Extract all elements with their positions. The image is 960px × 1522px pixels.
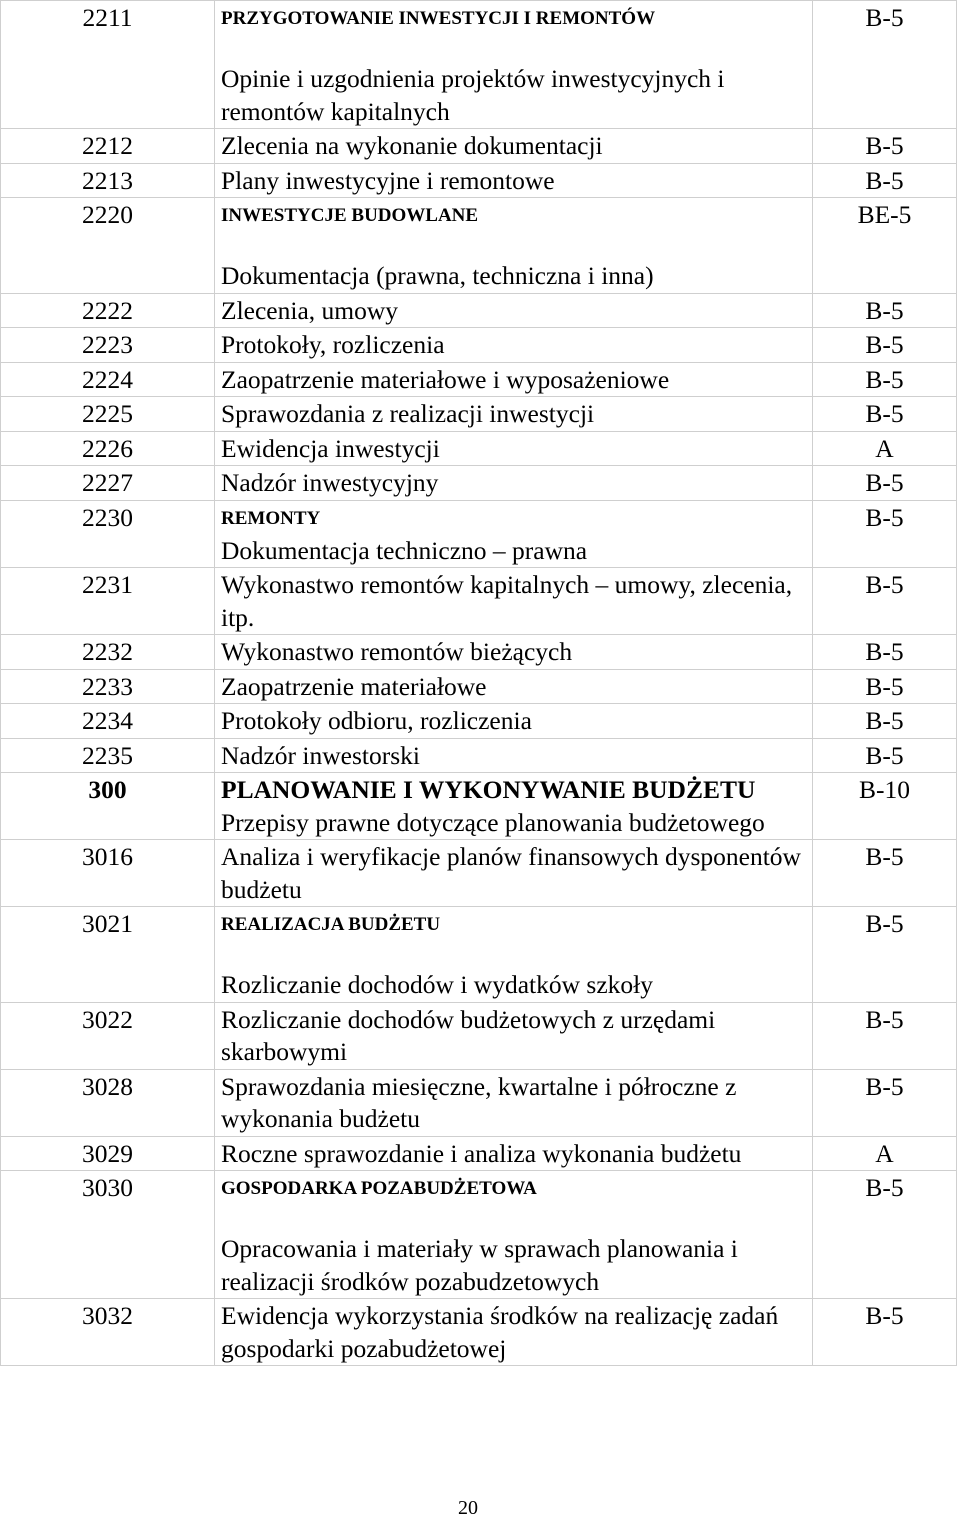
row-code: 2212 xyxy=(1,129,215,164)
row-description xyxy=(215,328,813,363)
table-row xyxy=(1,704,957,739)
row-description xyxy=(215,163,813,198)
row-category: B-5 xyxy=(813,840,957,907)
section-heading: PRZYGOTOWANIE INWESTYCJI I REMONTÓW xyxy=(221,8,656,29)
row-text: Przepisy prawne dotyczące planowania budżetowego xyxy=(221,807,765,837)
row-code: 2222 xyxy=(1,293,215,328)
row-text: Plany inwestycyjne i remontowe xyxy=(221,165,555,195)
row-text: Zaopatrzenie materiałowe xyxy=(221,671,487,701)
row-code: 2220 xyxy=(1,198,215,294)
section-heading: GOSPODARKA POZABUDŻETOWA xyxy=(221,1178,537,1199)
table-row xyxy=(1,840,957,907)
table-row xyxy=(1,669,957,704)
row-category: BE-5 xyxy=(813,198,957,294)
row-description xyxy=(215,568,813,635)
table-row xyxy=(1,431,957,466)
row-description xyxy=(215,704,813,739)
row-description xyxy=(215,1,813,129)
row-text: Opinie i uzgodnienia projektów inwestycyjnych i remontów kapitalnych xyxy=(221,64,725,126)
row-description xyxy=(215,1171,813,1299)
row-category: B-5 xyxy=(813,129,957,164)
section-heading: REMONTY xyxy=(221,507,321,529)
row-description xyxy=(215,669,813,704)
row-category: B-5 xyxy=(813,163,957,198)
table-row xyxy=(1,362,957,397)
table-row xyxy=(1,907,957,1003)
row-category: A xyxy=(813,431,957,466)
row-text: Rozliczanie dochodów budżetowych z urzędami skarbowymi xyxy=(221,1004,716,1066)
row-code: 2227 xyxy=(1,466,215,501)
row-description xyxy=(215,1299,813,1366)
row-category: B-5 xyxy=(813,466,957,501)
row-code: 3028 xyxy=(1,1069,215,1136)
row-text: Dokumentacja techniczno – prawna xyxy=(221,535,588,565)
row-code: 2233 xyxy=(1,669,215,704)
table-row xyxy=(1,293,957,328)
row-description xyxy=(215,397,813,432)
row-code: 300 xyxy=(1,773,215,840)
section-gap xyxy=(221,232,806,260)
row-text: Wykonastwo remontów bieżących xyxy=(221,637,573,666)
row-description xyxy=(215,773,813,840)
row-code: 2223 xyxy=(1,328,215,363)
row-description xyxy=(215,1069,813,1136)
section-gap xyxy=(221,35,806,63)
table-row xyxy=(1,635,957,670)
row-description xyxy=(215,907,813,1003)
table-row xyxy=(1,163,957,198)
row-category: B-5 xyxy=(813,397,957,432)
row-category: B-5 xyxy=(813,635,957,670)
row-code: 3016 xyxy=(1,840,215,907)
section-gap xyxy=(221,1205,806,1233)
row-description xyxy=(215,362,813,397)
row-code: 3022 xyxy=(1,1002,215,1069)
row-description xyxy=(215,1136,813,1171)
table-row xyxy=(1,328,957,363)
row-category: B-5 xyxy=(813,293,957,328)
row-text: Opracowania i materiały w sprawach planowania i realizacji środków pozabudzetowych xyxy=(221,1234,738,1296)
row-category: B-5 xyxy=(813,1,957,129)
row-code: 2235 xyxy=(1,738,215,773)
row-category: B-5 xyxy=(813,500,957,568)
row-code: 2225 xyxy=(1,397,215,432)
row-text: Rozliczanie dochodów i wydatków szkoły xyxy=(221,970,653,999)
section-heading: REALIZACJA BUDŻETU xyxy=(221,914,441,935)
row-description xyxy=(215,1002,813,1069)
table-row xyxy=(1,1002,957,1069)
table-row xyxy=(1,397,957,432)
table-body xyxy=(1,1,957,1366)
section-heading: INWESTYCJE BUDOWLANE xyxy=(221,205,479,226)
row-description xyxy=(215,198,813,294)
row-code: 3032 xyxy=(1,1299,215,1366)
section-gap xyxy=(221,941,806,969)
row-code: 2230 xyxy=(1,500,215,568)
row-category: B-5 xyxy=(813,362,957,397)
row-text: Zlecenia na wykonanie dokumentacji xyxy=(221,131,603,160)
page-number: 20 xyxy=(458,1497,478,1519)
table-row xyxy=(1,198,957,294)
table-row xyxy=(1,773,957,840)
row-code: 3021 xyxy=(1,907,215,1003)
row-text: Roczne sprawozdanie i analiza wykonania budżetu xyxy=(221,1138,742,1168)
row-category: B-5 xyxy=(813,1299,957,1366)
row-description xyxy=(215,500,813,568)
table-row xyxy=(1,1136,957,1171)
row-category: B-5 xyxy=(813,568,957,635)
row-text: Nadzór inwestycyjny xyxy=(221,468,439,497)
section-heading: PLANOWANIE I WYKONYWANIE BUDŻETU xyxy=(221,775,756,804)
row-description xyxy=(215,635,813,670)
row-code: 2211 xyxy=(1,1,215,129)
row-category: B-5 xyxy=(813,1002,957,1069)
table-row xyxy=(1,129,957,164)
row-code: 2226 xyxy=(1,431,215,466)
row-description xyxy=(215,293,813,328)
row-category: B-5 xyxy=(813,907,957,1003)
row-code: 2224 xyxy=(1,362,215,397)
row-category: B-10 xyxy=(813,773,957,840)
row-description xyxy=(215,466,813,501)
row-category: B-5 xyxy=(813,704,957,739)
row-text: Wykonastwo remontów kapitalnych – umowy, zlecenia, itp. xyxy=(221,570,793,632)
table-row xyxy=(1,1,957,129)
row-category: B-5 xyxy=(813,738,957,773)
table-row xyxy=(1,1171,957,1299)
row-code: 3029 xyxy=(1,1136,215,1171)
row-text: Dokumentacja (prawna, techniczna i inna) xyxy=(221,261,654,290)
row-text: Analiza i weryfikacje planów finansowych dysponentów budżetu xyxy=(221,842,801,904)
row-text: Nadzór inwestorski xyxy=(221,740,420,770)
row-category: A xyxy=(813,1136,957,1171)
row-text: Zaopatrzenie materiałowe i wyposażeniowe xyxy=(221,364,670,394)
row-text: Protokoły odbioru, rozliczenia xyxy=(221,706,532,735)
row-category: B-5 xyxy=(813,1069,957,1136)
row-code: 2213 xyxy=(1,163,215,198)
table-row xyxy=(1,738,957,773)
row-category: B-5 xyxy=(813,1171,957,1299)
row-description xyxy=(215,738,813,773)
row-description xyxy=(215,840,813,907)
row-code: 2232 xyxy=(1,635,215,670)
row-category: B-5 xyxy=(813,669,957,704)
row-text: Zlecenia, umowy xyxy=(221,295,399,325)
table-row xyxy=(1,466,957,501)
row-text: Sprawozdania z realizacji inwestycji xyxy=(221,399,595,428)
table-row xyxy=(1,1299,957,1366)
row-code: 3030 xyxy=(1,1171,215,1299)
row-description xyxy=(215,129,813,164)
row-text: Protokoły, rozliczenia xyxy=(221,330,445,359)
row-text: Sprawozdania miesięczne, kwartalne i półroczne z wykonania budżetu xyxy=(221,1071,737,1133)
row-text: Ewidencja inwestycji xyxy=(221,433,440,463)
row-code: 2234 xyxy=(1,704,215,739)
table-row xyxy=(1,500,957,568)
table-row xyxy=(1,1069,957,1136)
row-category: B-5 xyxy=(813,328,957,363)
row-text: Ewidencja wykorzystania środków na realizację zadań gospodarki pozabudżetowej xyxy=(221,1301,779,1363)
row-code: 2231 xyxy=(1,568,215,635)
row-description xyxy=(215,431,813,466)
table-row xyxy=(1,568,957,635)
